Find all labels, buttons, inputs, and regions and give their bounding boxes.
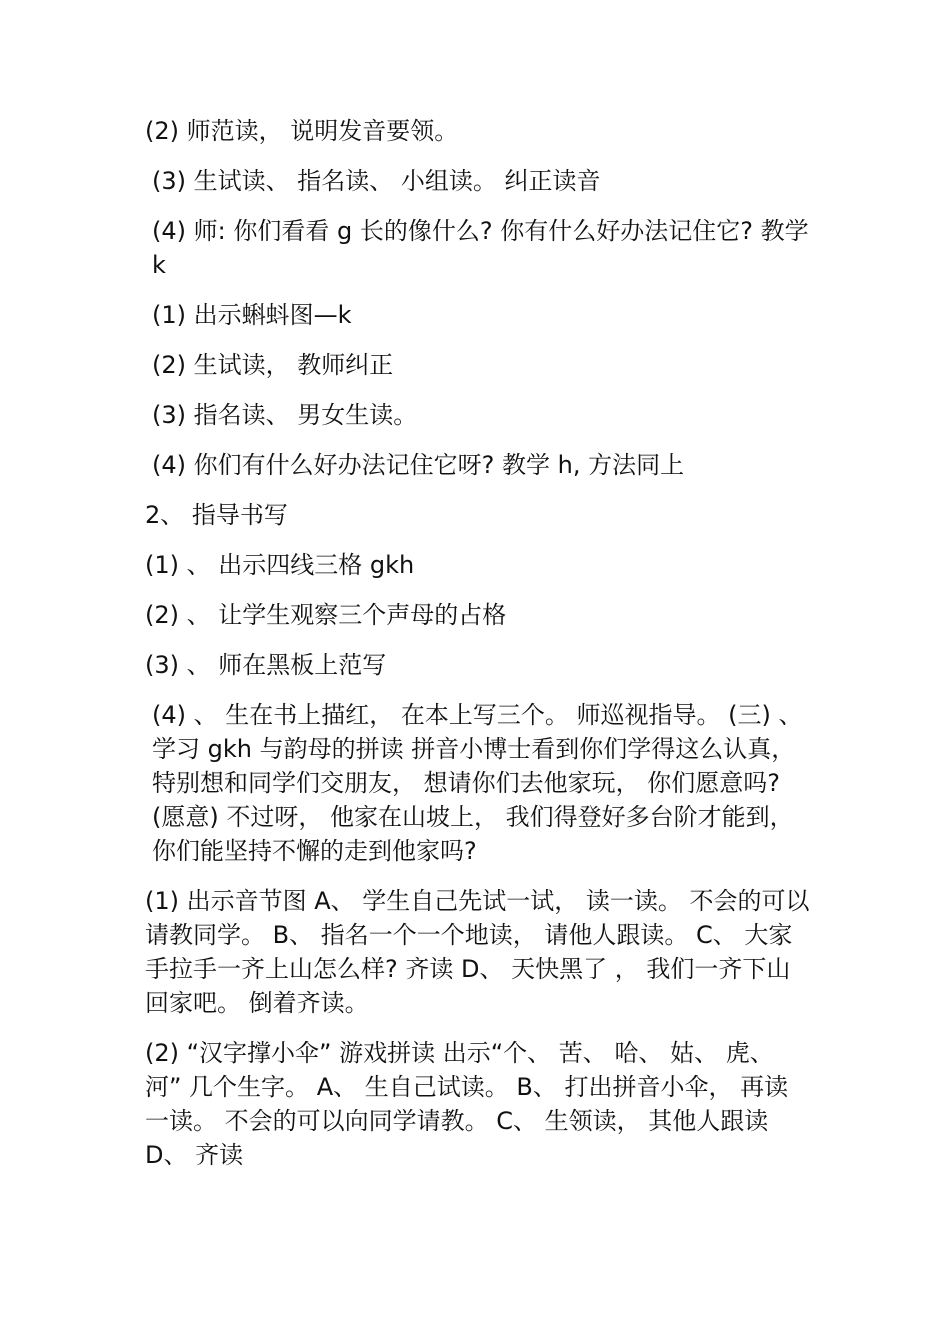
paragraph-13: (1) 出示音节图 A、 学生自己先试一试， 读一读。 不会的可以请教同学。 B、 指名一个一个地读， 请他人跟读。 C、 大家手拉手一齐上山怎么样? 齐读 D、 天快黑了 ， 我们一齐下山回家吧。 倒着齐读。 <box>145 887 810 1017</box>
paragraph-14: (2) “汉字撑小伞” 游戏拼读 出示“个、 苦、 哈、 姑、 虎、 河” 几个生字。 A、 生自己试读。 B、 打出拼音小伞， 再读一读。 不会的可以向同学请教。 C、 生领读， 其他人跟读 D、 齐读 <box>145 1039 789 1169</box>
paragraph-9: (1) 、 出示四线三格 gkh <box>145 551 415 579</box>
paragraph-3: (4) 师: 你们看看 g 长的像什么? 你有什么好办法记住它? 教学 k <box>152 217 817 279</box>
paragraph-12: (4) 、 生在书上描红， 在本上写三个。 师巡视指导。 (三) 、 学习 gkh 与韵母的拼读 拼音小博士看到你们学得这么认真， 特别想和同学们交朋友， 想请你们去他家玩， 你们愿意吗? (愿意) 不过呀， 他家在山坡上， 我们得登好多台阶才能到， 你们能坚持不懈的走到他家吗? <box>152 701 811 865</box>
paragraph-10: (2) 、 让学生观察三个声母的占格 <box>145 601 507 629</box>
paragraph-11: (3) 、 师在黑板上范写 <box>145 651 387 679</box>
paragraph-6: (3) 指名读、 男女生读。 <box>152 401 418 429</box>
paragraph-2: (3) 生试读、 指名读、 小组读。 纠正读音 <box>152 167 601 195</box>
paragraph-5: (2) 生试读， 教师纠正 <box>152 351 394 379</box>
paragraph-7: (4) 你们有什么好办法记住它呀? 教学 h, 方法同上 <box>152 451 685 479</box>
paragraph-8: 2、 指导书写 <box>145 501 288 529</box>
document-body <box>145 114 817 1188</box>
paragraph-4: (1) 出示蝌蚪图—k <box>152 301 352 329</box>
paragraph-1: (2) 师范读， 说明发音要领。 <box>145 117 459 145</box>
